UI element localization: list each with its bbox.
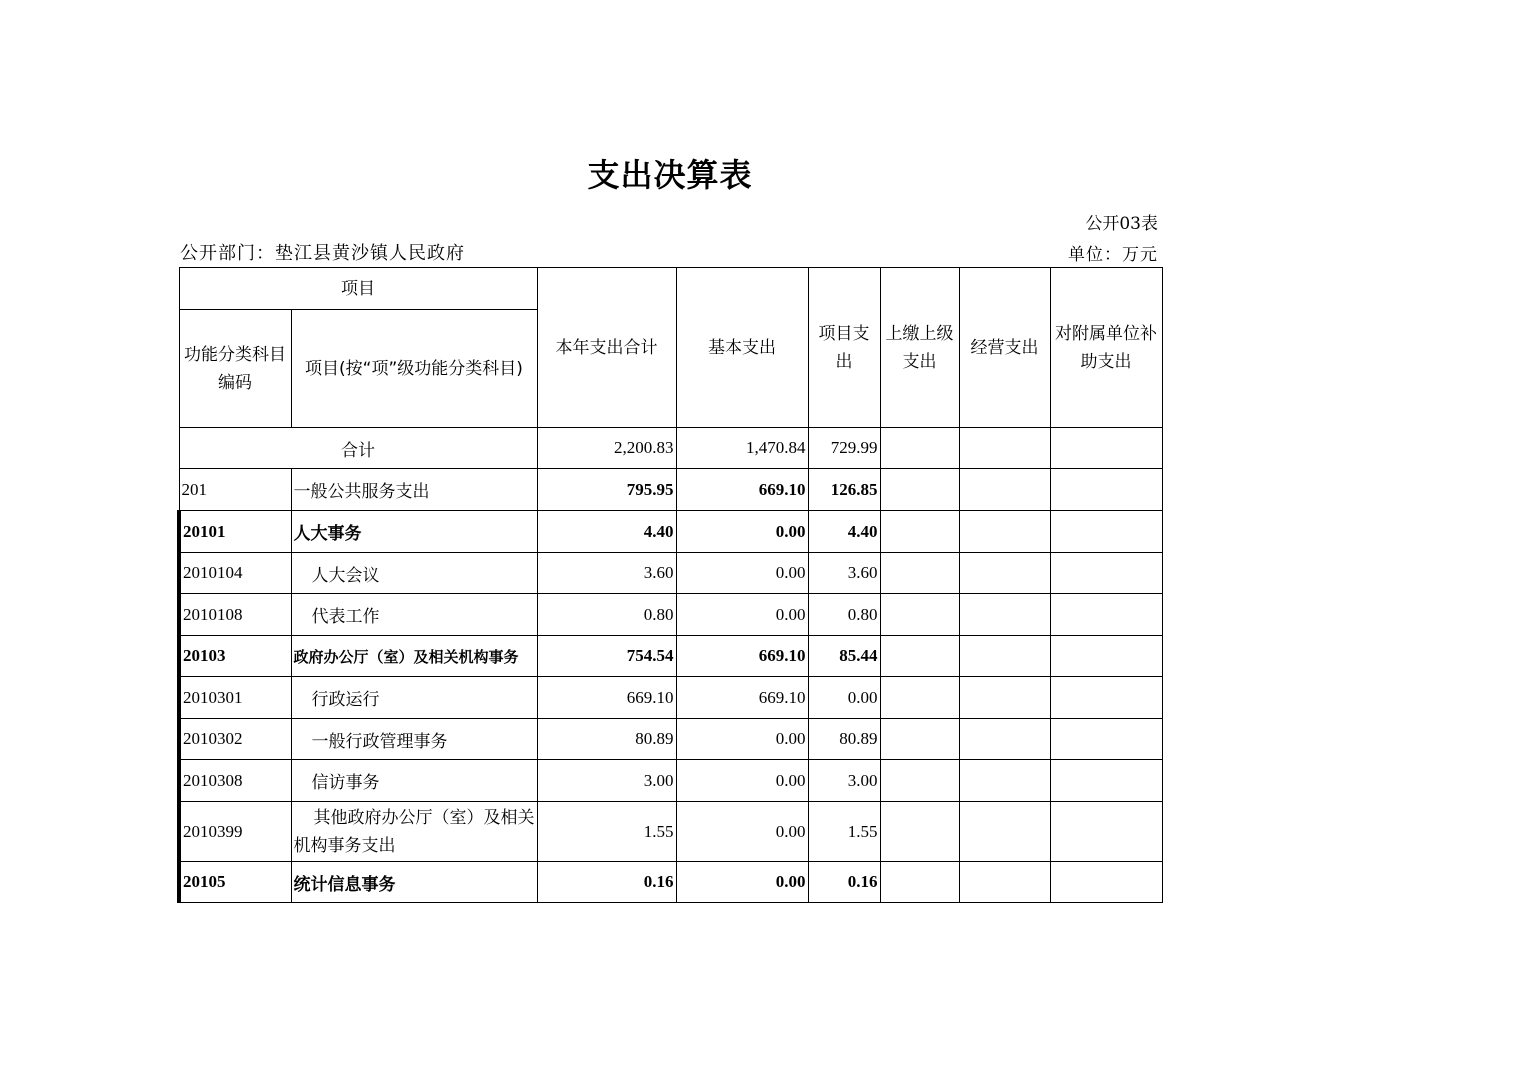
header-code: 功能分类科目编码	[179, 310, 291, 428]
table-row	[179, 719, 1162, 760]
row-name: 一般行政管理事务	[291, 719, 537, 760]
row-project: 0.80	[808, 594, 880, 636]
row-name: 信访事务	[291, 760, 537, 802]
table-row	[179, 862, 1162, 903]
table-row	[179, 677, 1162, 719]
row-name: 政府办公厅（室）及相关机构事务	[291, 636, 537, 677]
row-total: 669.10	[537, 677, 676, 719]
header-business: 经营支出	[959, 268, 1050, 428]
row-code: 20105	[179, 862, 291, 903]
row-name: 其他政府办公厅（室）及相关机构事务支出	[291, 802, 537, 862]
row-name: 行政运行	[291, 677, 537, 719]
total-sum: 2,200.83	[537, 428, 676, 469]
header-name: 项目(按“项”级功能分类科目)	[291, 310, 537, 428]
row-total: 3.60	[537, 553, 676, 594]
row-project: 0.00	[808, 677, 880, 719]
row-total: 0.16	[537, 862, 676, 903]
row-name: 人大会议	[291, 553, 537, 594]
header-upper: 上缴上级支出	[880, 268, 959, 428]
row-name: 一般公共服务支出	[291, 469, 537, 511]
page-title: 支出决算表	[587, 156, 753, 194]
row-code: 2010308	[179, 760, 291, 802]
row-basic: 0.00	[676, 862, 808, 903]
row-code: 201	[179, 469, 291, 511]
row-project: 3.00	[808, 760, 880, 802]
expenditure-table	[177, 267, 1163, 903]
row-name: 统计信息事务	[291, 862, 537, 903]
row-total: 3.00	[537, 760, 676, 802]
row-basic: 0.00	[676, 511, 808, 553]
table-row	[179, 469, 1162, 511]
table-row	[179, 760, 1162, 802]
row-total: 1.55	[537, 802, 676, 862]
row-basic: 0.00	[676, 719, 808, 760]
row-project: 1.55	[808, 802, 880, 862]
row-name: 人大事务	[291, 511, 537, 553]
row-basic: 0.00	[676, 553, 808, 594]
unit-label: 单位：万元	[1068, 245, 1158, 265]
table-row	[179, 594, 1162, 636]
row-basic: 0.00	[676, 594, 808, 636]
total-project: 729.99	[808, 428, 880, 469]
row-project: 3.60	[808, 553, 880, 594]
table-row	[179, 511, 1162, 553]
row-code: 20103	[179, 636, 291, 677]
row-basic: 669.10	[676, 469, 808, 511]
row-code: 2010302	[179, 719, 291, 760]
row-code: 2010104	[179, 553, 291, 594]
row-project: 4.40	[808, 511, 880, 553]
total-label: 合计	[179, 428, 537, 469]
row-code: 2010301	[179, 677, 291, 719]
total-row	[179, 428, 1162, 469]
department-label: 公开部门：垫江县黄沙镇人民政府	[180, 243, 465, 264]
row-basic: 669.10	[676, 677, 808, 719]
row-code: 2010399	[179, 802, 291, 862]
row-name: 代表工作	[291, 594, 537, 636]
row-code: 2010108	[179, 594, 291, 636]
row-project: 0.16	[808, 862, 880, 903]
row-total: 4.40	[537, 511, 676, 553]
row-basic: 0.00	[676, 802, 808, 862]
row-project: 85.44	[808, 636, 880, 677]
form-number: 公开03表	[1085, 214, 1158, 234]
header-basic: 基本支出	[676, 268, 808, 428]
row-project: 126.85	[808, 469, 880, 511]
row-project: 80.89	[808, 719, 880, 760]
header-item: 项目	[179, 268, 537, 310]
table-row	[179, 636, 1162, 677]
row-total: 0.80	[537, 594, 676, 636]
total-basic: 1,470.84	[676, 428, 808, 469]
header-project: 项目支出	[808, 268, 880, 428]
row-total: 80.89	[537, 719, 676, 760]
table-row	[179, 553, 1162, 594]
row-total: 795.95	[537, 469, 676, 511]
table-row	[179, 802, 1162, 862]
row-code: 20101	[179, 511, 291, 553]
row-basic: 0.00	[676, 760, 808, 802]
header-subsidy: 对附属单位补助支出	[1050, 268, 1162, 428]
row-total: 754.54	[537, 636, 676, 677]
header-total: 本年支出合计	[537, 268, 676, 428]
row-basic: 669.10	[676, 636, 808, 677]
